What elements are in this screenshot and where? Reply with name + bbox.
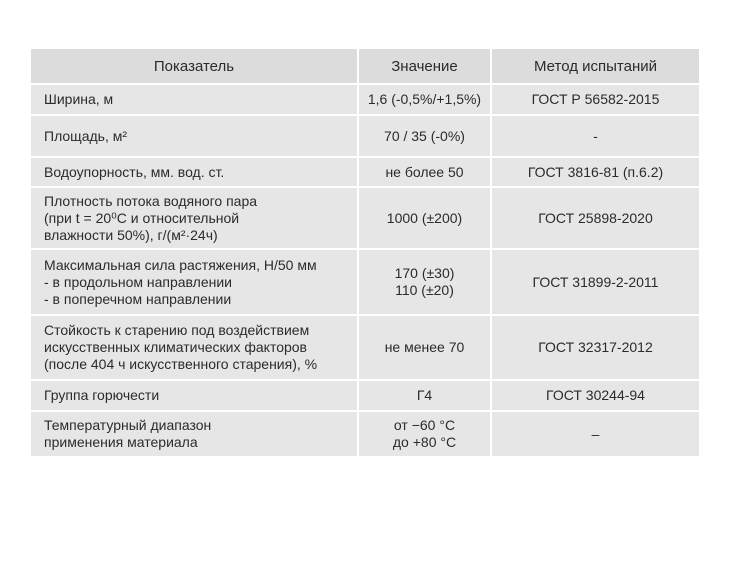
value-cell [359, 250, 492, 316]
method-cell: ГОСТ 32317-2012 [492, 316, 699, 381]
param-line: Температурный диапазон [44, 417, 212, 433]
method-cell: ГОСТ 30244-94 [492, 381, 699, 412]
param-line: - в поперечном направлении [44, 290, 232, 307]
param-cell [31, 316, 359, 381]
param-line: применения материала [44, 434, 198, 450]
value-cell [359, 158, 492, 188]
value-line: не менее 70 [384, 339, 465, 355]
param-line: искусственных климатических факторов [44, 339, 307, 355]
param-line: Группа горючести [44, 387, 160, 403]
value-cell [359, 85, 492, 116]
param-line: - в продольном направлении [44, 273, 232, 290]
table-row [31, 158, 699, 188]
method-cell: - [492, 116, 699, 158]
param-line: (при t = 20⁰С и относительной [44, 209, 240, 226]
header-value: Значение [359, 49, 492, 85]
param-line: Максимальная сила растяжения, Н/50 мм [44, 256, 317, 273]
param-cell [31, 188, 359, 250]
value-line: 170 (±30) [394, 265, 455, 281]
value-cell [359, 316, 492, 381]
value-cell [359, 188, 492, 250]
value-cell [359, 412, 492, 458]
param-cell [31, 381, 359, 412]
param-cell [31, 85, 359, 116]
param-cell [31, 412, 359, 458]
value-line: Г4 [416, 387, 433, 403]
value-line: от −60 °С [393, 417, 456, 433]
method-cell: ГОСТ 3816-81 (п.6.2) [492, 158, 699, 188]
spec-table [31, 49, 699, 458]
value-line: 70 / 35 (-0%) [384, 127, 465, 144]
value-cell [359, 381, 492, 412]
param-line: Стойкость к старению под воздействием [44, 322, 310, 338]
table-row [31, 116, 699, 158]
value-line: не более 50 [385, 163, 464, 180]
value-line: 1,6 (-0,5%/+1,5%) [367, 91, 482, 107]
value-line: 110 (±20) [395, 282, 454, 298]
param-cell [31, 116, 359, 158]
param-line: Площадь, м² [44, 127, 128, 144]
method-cell: – [492, 412, 699, 458]
param-line: Водоупорность, мм. вод. ст. [44, 163, 225, 180]
table-row [31, 412, 699, 458]
table-row [31, 316, 699, 381]
param-line: Ширина, м [44, 91, 114, 107]
param-line: влажности 50%), г/(м²·24ч) [44, 226, 218, 243]
header-param: Показатель [31, 49, 359, 85]
table-row [31, 381, 699, 412]
table-row [31, 188, 699, 250]
param-line: Плотность потока водяного пара [44, 192, 258, 209]
param-cell [31, 158, 359, 188]
method-cell: ГОСТ 25898-2020 [492, 188, 699, 250]
value-line: до +80 °С [392, 434, 457, 450]
method-cell: ГОСТ 31899-2-2011 [492, 250, 699, 316]
value-cell [359, 116, 492, 158]
table-header-row [31, 49, 699, 85]
table-row [31, 85, 699, 116]
param-line: (после 404 ч искусственного старения), % [44, 356, 318, 372]
header-method: Метод испытаний [492, 49, 699, 85]
value-line: 1000 (±200) [386, 209, 463, 226]
param-cell [31, 250, 359, 316]
method-cell: ГОСТ Р 56582-2015 [492, 85, 699, 116]
table-row [31, 250, 699, 316]
